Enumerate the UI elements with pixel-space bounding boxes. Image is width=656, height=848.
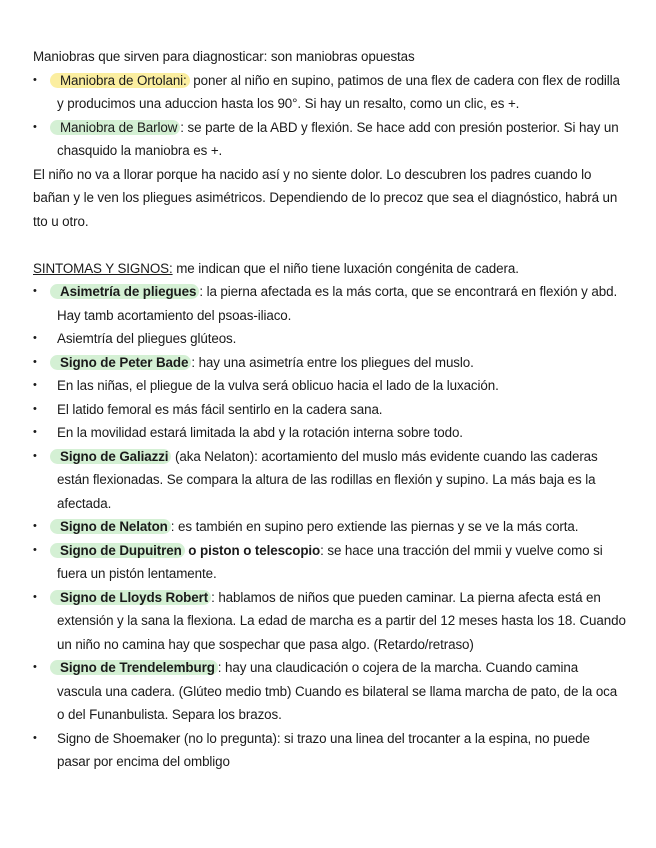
highlighted-term: Asimetría de pliegues [50, 284, 199, 299]
item-text: (aka Nelaton): acortamiento del muslo más evidente cuando las caderas están flexionadas. Se compara la altura de las rodillas en flexión y supino. La más baja es la afectada. [57, 448, 598, 511]
item-text: : hablamos de niños que pueden caminar. La pierna afecta está en extensión y la sana la flexiona. La edad de marcha es a partir del 12 meses hasta los 18. Cuando un niño no camina hay que sospechar que pasa algo. (Retardo/retraso) [57, 589, 626, 652]
item-text: Asiemtría del pliegues glúteos. [57, 331, 237, 346]
bullet-icon: • [33, 355, 37, 368]
highlighted-term: Signo de Nelaton [50, 519, 171, 534]
list-item [33, 351, 626, 375]
list-item [33, 327, 626, 351]
item-text: : hay una asimetría entre los pliegues del muslo. [191, 354, 474, 370]
maneuvers-heading: Maniobras que sirven para diagnosticar: son maniobras opuestas [33, 49, 415, 64]
bullet-icon: • [33, 731, 37, 744]
symptoms-heading-line [33, 257, 626, 281]
bullet-icon: • [33, 543, 37, 556]
symptoms-heading: SINTOMAS Y SIGNOS: [33, 260, 173, 276]
list-item [33, 421, 626, 445]
maneuvers-list [33, 69, 626, 163]
bullet-icon: • [33, 449, 37, 462]
bullet-icon: • [33, 426, 37, 438]
highlighted-term: Signo de Trendelemburg [50, 660, 218, 675]
intro-paragraph: El niño no va a llorar porque ha nacido así y no siente dolor. Lo descubren los padres cuando lo bañan y le ven los pliegues asimétricos. Dependiendo de lo precoz que sea el diagnóstico, habrá un tto u otro. [33, 166, 618, 229]
bullet-icon: • [33, 661, 37, 673]
highlighted-term: Signo de Lloyds Robert [50, 590, 211, 605]
item-text: : hay una claudicación o cojera de la marcha. Cuando camina vascula una cadera. (Glúteo medio tmb) Cuando es bilateral se llama marcha de pato, de la oca o del Funanbulista. Separa los brazos. [57, 660, 618, 722]
highlighted-term: Signo de Galiazzi [50, 449, 171, 464]
bullet-icon: • [33, 73, 37, 86]
item-text: : la pierna afectada es la más corta, que se encontrará en flexión y abd. Hay tamb acortamiento del psoas-iliaco. [57, 284, 618, 323]
list-item [33, 539, 626, 586]
symptoms-list [33, 280, 626, 774]
list-item [33, 445, 626, 516]
bullet-icon: • [33, 402, 37, 415]
bullet-icon: • [33, 332, 37, 344]
list-item [33, 374, 626, 398]
list-item [33, 398, 626, 422]
item-text: : se parte de la ABD y flexión. Se hace add con presión posterior. Si hay un chasquido la maniobra es +. [57, 119, 619, 158]
item-text: : se hace una tracción del mmii y vuelve como si fuera un pistón lentamente. [57, 542, 603, 581]
list-item [33, 116, 626, 163]
item-text: poner al niño en supino, patimos de una flex de cadera con flex de rodilla y producimos una aduccion hasta los 90°. Si hay un resalto, como un clic, es +. [57, 72, 620, 111]
item-text: En la movilidad estará limitada la abd y la rotación interna sobre todo. [57, 425, 463, 440]
list-item [33, 727, 626, 774]
highlighted-term: Signo de Peter Bade [50, 355, 191, 370]
bullet-icon: • [33, 520, 37, 532]
bullet-icon: • [33, 285, 37, 297]
highlighted-term: Maniobra de Barlow [50, 120, 180, 135]
list-item [33, 515, 626, 539]
spacer [33, 233, 626, 257]
list-item [33, 586, 626, 657]
item-text: En las niñas, el pliegue de la vulva será oblicuo hacia el lado de la luxación. [57, 378, 499, 393]
list-item [33, 280, 626, 327]
term-extra: o piston o telescopio [184, 542, 321, 558]
item-text: Signo de Shoemaker (no lo pregunta): si trazo una linea del trocanter a la espina, no puede pasar por encima del ombligo [57, 730, 590, 769]
list-item [33, 656, 626, 727]
list-item [33, 69, 626, 116]
highlighted-term: Maniobra de Ortolani: [50, 73, 190, 88]
bullet-icon: • [33, 590, 37, 603]
item-text: El latido femoral es más fácil sentirlo en la cadera sana. [57, 401, 383, 417]
bullet-icon: • [33, 379, 37, 391]
highlighted-term: Signo de Dupuitren [50, 543, 185, 558]
symptoms-heading-rest: me indican que el niño tiene luxación congénita de cadera. [172, 260, 519, 276]
bullet-icon: • [33, 120, 37, 133]
item-text: : es también en supino pero extiende las piernas y se ve la más corta. [170, 519, 579, 534]
